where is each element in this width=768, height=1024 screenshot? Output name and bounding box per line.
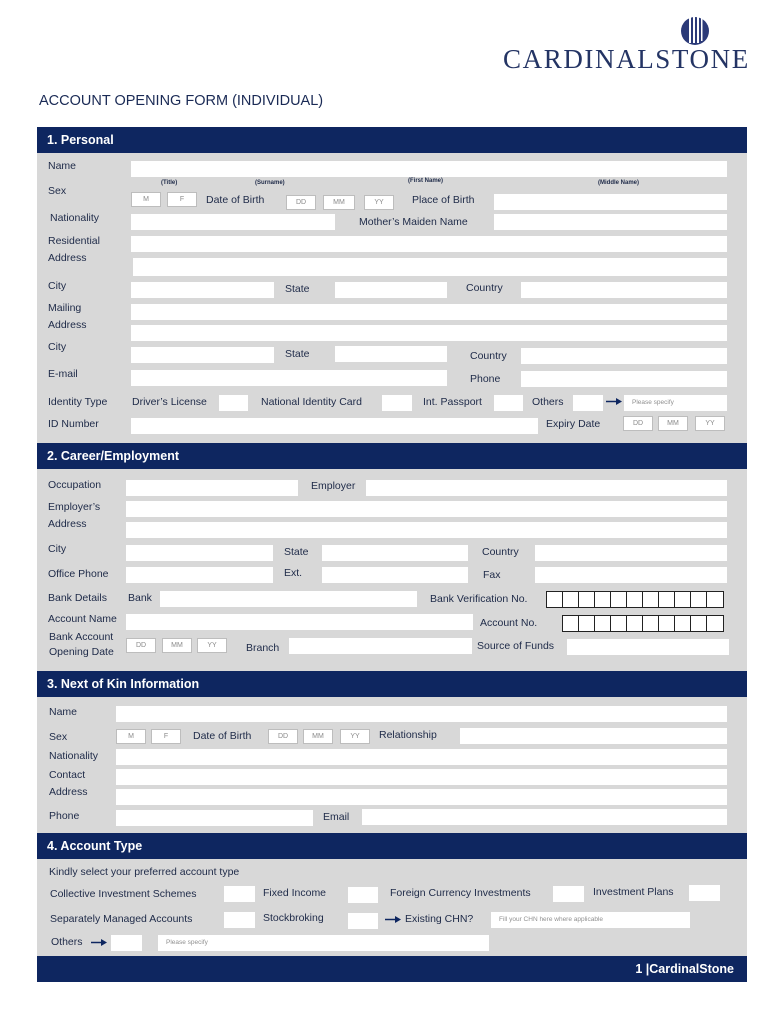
cardinalstone-logo-icon [680,13,710,47]
kin-sex-m-box[interactable]: M [116,729,146,744]
kin-sex-f-box[interactable]: F [151,729,181,744]
office-phone-field[interactable] [126,567,273,583]
label-account-type-instruction: Kindly select your preferred account type [49,866,240,878]
branch-field[interactable] [289,638,472,654]
account-others-checkbox[interactable] [111,935,142,951]
label-kin-email: Email [323,811,350,823]
investment-plans-checkbox[interactable] [689,885,720,901]
account-name-field[interactable] [126,614,473,630]
label-kin-name: Name [49,706,78,718]
label-occupation: Occupation [48,479,102,491]
country-field[interactable] [521,282,727,298]
label-bank: Bank [128,592,152,604]
label-ext: Ext. [284,567,303,579]
fax-field[interactable] [535,567,727,583]
mailing-address-line2[interactable] [131,325,727,341]
label-employer-country: Country [482,546,519,558]
label-stockbroking: Stockbroking [263,912,324,924]
label-mailing-city: City [48,341,67,353]
mailing-country-field[interactable] [521,348,727,364]
label-office-phone: Office Phone [48,568,109,580]
label-dob: Date of Birth [206,194,265,206]
section-account-type-header: 4. Account Type [37,833,747,859]
nationality-field[interactable] [131,214,335,230]
label-mother-maiden: Mother’s Maiden Name [359,216,468,228]
opening-yy-box[interactable]: YY [197,638,227,653]
arrow-right-icon [91,939,107,946]
label-id-number: ID Number [48,418,99,430]
label-nationality: Nationality [50,212,100,224]
account-others-specify-field[interactable]: Please specify [158,935,489,951]
kin-address-line1[interactable] [116,769,727,785]
source-of-funds-field[interactable] [567,639,729,655]
drivers-license-checkbox[interactable] [219,395,248,411]
label-residential: Residential [48,235,100,247]
label-existing-chn: Existing CHN? [405,913,474,925]
label-mailing-country: Country [470,350,507,362]
label-fixed-income: Fixed Income [263,887,327,899]
label-bvn: Bank Verification No. [430,593,528,605]
label-mailing-address: Address [48,319,87,331]
label-kin-nationality: Nationality [49,750,99,762]
label-kin-dob: Date of Birth [193,730,252,742]
label-national-id: National Identity Card [261,396,362,408]
bank-field[interactable] [160,591,417,607]
label-firstname-sub: (First Name) [408,178,444,184]
expiry-mm-box[interactable]: MM [658,416,688,431]
city-field[interactable] [131,282,274,298]
mailing-city-field[interactable] [131,347,274,363]
label-mailing: Mailing [48,302,82,314]
employer-address-line2[interactable] [126,522,727,538]
opening-mm-box[interactable]: MM [162,638,192,653]
label-foreign-currency: Foreign Currency Investments [390,887,531,899]
label-kin-phone: Phone [49,810,80,822]
cis-checkbox[interactable] [224,886,255,902]
kin-nationality-field[interactable] [116,749,727,765]
label-bank-details: Bank Details [48,592,107,604]
sma-checkbox[interactable] [224,912,255,928]
label-relationship: Relationship [379,729,437,741]
label-source-of-funds: Source of Funds [477,640,555,652]
section-kin-header: 3. Next of Kin Information [37,671,747,697]
kin-dob-dd-box[interactable]: DD [268,729,298,744]
brand-logo-text: CARDINALSTONE [503,44,750,74]
dob-dd-box[interactable]: DD [286,195,316,210]
mailing-address-line1[interactable] [131,304,727,320]
employer-city-field[interactable] [126,545,273,561]
label-employers: Employer’s [48,501,101,513]
identity-others-specify-field[interactable]: Please specify [624,395,727,411]
phone-field[interactable] [521,371,727,387]
label-drivers-license: Driver’s License [132,396,207,408]
others-checkbox[interactable] [573,395,603,411]
label-account-no: Account No. [480,617,538,629]
occupation-field[interactable] [126,480,298,496]
residential-address-line2[interactable] [133,258,727,276]
foreign-currency-checkbox[interactable] [553,886,584,902]
chn-field[interactable]: Fill your CHN here where applicable [491,912,690,928]
mailing-state-field[interactable] [335,346,447,362]
label-cis: Collective Investment Schemes [50,888,197,900]
expiry-dd-box[interactable]: DD [623,416,653,431]
label-account-name: Account Name [48,613,117,625]
employer-country-field[interactable] [535,545,727,561]
label-email: E-mail [48,368,78,380]
mother-maiden-name-field[interactable] [494,214,727,230]
int-passport-checkbox[interactable] [494,395,523,411]
label-kin-sex: Sex [49,731,68,743]
label-expiry-date: Expiry Date [546,418,601,430]
residential-address-line1[interactable] [131,236,727,252]
kin-dob-mm-box[interactable]: MM [303,729,333,744]
kin-phone-field[interactable] [116,810,313,826]
bvn-digit-boxes[interactable] [546,591,724,608]
label-employer-address: Address [48,518,87,530]
kin-email-field[interactable] [362,809,727,825]
label-others: Others [532,396,564,408]
form-title: ACCOUNT OPENING FORM (INDIVIDUAL) [39,93,324,109]
kin-address-line2[interactable] [116,789,727,805]
label-identity-type: Identity Type [48,396,108,408]
label-branch: Branch [246,642,280,654]
label-sex: Sex [48,185,67,197]
label-res-address: Address [48,252,87,264]
label-kin-contact: Contact [49,769,86,781]
section-personal-header: 1. Personal [37,127,747,153]
employer-field[interactable] [366,480,727,496]
national-id-checkbox[interactable] [382,395,412,411]
label-account-others: Others [51,936,83,948]
label-fax: Fax [483,569,501,581]
label-employer-city: City [48,543,67,555]
dob-yy-box[interactable]: YY [364,195,394,210]
page-footer: 1 |CardinalStone [37,956,747,982]
sex-m-box[interactable]: M [131,192,161,207]
label-city: City [48,280,67,292]
label-int-passport: Int. Passport [423,396,482,408]
label-name: Name [48,160,77,172]
expiry-yy-box[interactable]: YY [695,416,725,431]
arrow-right-icon [385,916,401,923]
arrow-right-icon [606,398,622,405]
label-bank-account: Bank Account [49,631,114,643]
label-country: Country [466,282,503,294]
employer-state-field[interactable] [322,545,468,561]
label-state: State [285,283,310,295]
label-opening-date: Opening Date [49,646,114,658]
name-field[interactable] [131,161,727,177]
id-number-field[interactable] [131,418,538,434]
label-middlename-sub: (Middle Name) [598,180,640,186]
section-career-header: 2. Career/Employment [37,443,747,469]
label-employer: Employer [311,480,356,492]
label-mailing-state: State [285,348,310,360]
label-employer-state: State [284,546,309,558]
label-surname-sub: (Surname) [255,180,285,186]
place-of-birth-field[interactable] [494,194,727,210]
sex-f-box[interactable]: F [167,192,197,207]
kin-dob-yy-box[interactable]: YY [340,729,370,744]
account-no-digit-boxes[interactable] [562,615,724,632]
kin-name-field[interactable] [116,706,727,722]
email-field[interactable] [131,370,447,386]
state-field[interactable] [335,282,447,298]
label-kin-address: Address [49,786,88,798]
label-investment-plans: Investment Plans [593,886,674,898]
label-sma: Separately Managed Accounts [50,913,193,925]
relationship-field[interactable] [460,728,727,744]
label-title-sub: (Title) [161,180,178,186]
ext-field[interactable] [322,567,468,583]
dob-mm-box[interactable]: MM [323,195,355,210]
opening-dd-box[interactable]: DD [126,638,156,653]
label-pob: Place of Birth [412,194,475,206]
employer-address-line1[interactable] [126,501,727,517]
fixed-income-checkbox[interactable] [348,887,378,903]
label-phone: Phone [470,373,501,385]
stockbroking-checkbox[interactable] [348,913,378,929]
